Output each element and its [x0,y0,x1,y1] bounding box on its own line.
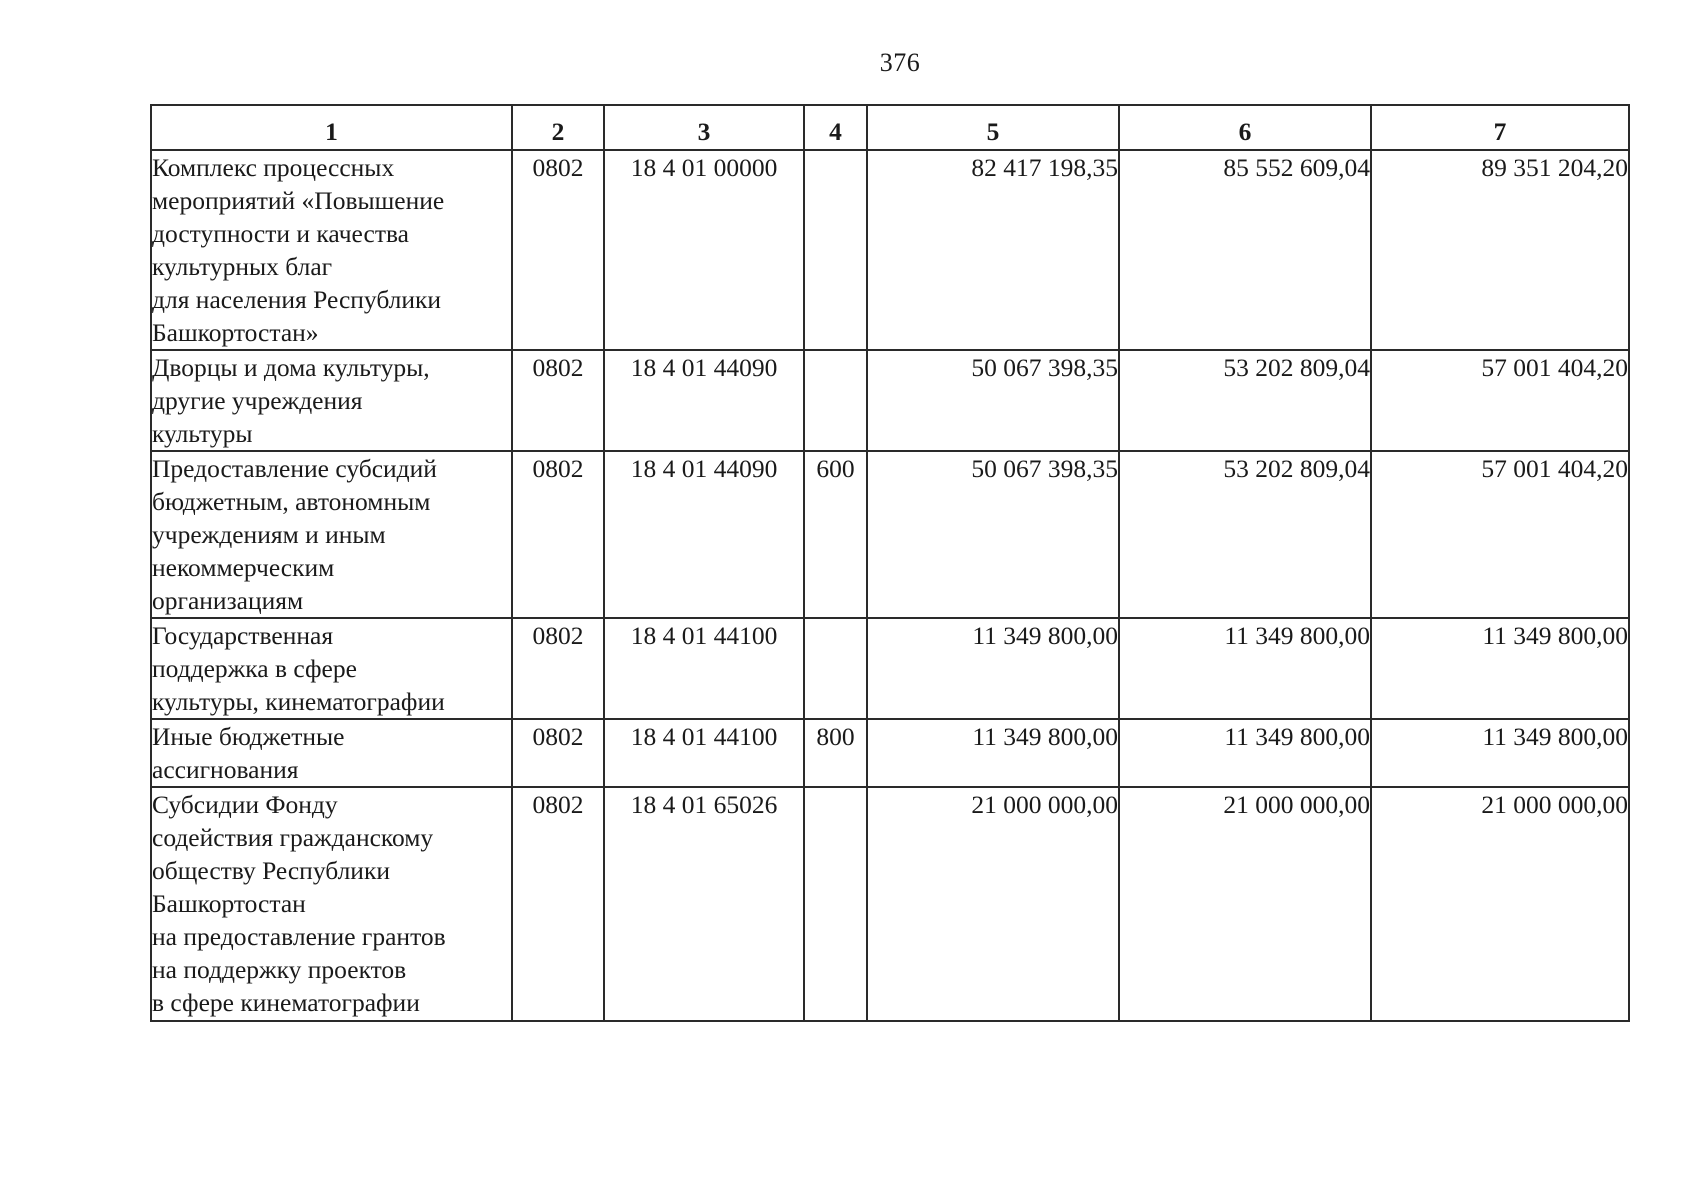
column-header-5: 5 [867,105,1119,150]
amount-3-cell: 11 349 800,00 [1371,618,1629,719]
amount-3-cell: 89 351 204,20 [1371,150,1629,350]
table-row [151,787,1629,1021]
section-code-cell: 0802 [512,787,604,1021]
row-name-line: Предоставление субсидий [152,454,437,483]
amount-1-cell: 50 067 398,35 [867,350,1119,451]
amount-2-cell: 11 349 800,00 [1119,618,1371,719]
row-name-line: культуры, кинематографии [152,687,445,716]
column-header-4: 4 [804,105,867,150]
row-name-line: некоммерческим [152,553,335,582]
row-name-line: Дворцы и дома культуры, [152,353,430,382]
amount-2-cell: 85 552 609,04 [1119,150,1371,350]
column-header-6: 6 [1119,105,1371,150]
row-name-cell [151,451,512,618]
expense-type-cell: 600 [804,451,867,618]
row-name-cell [151,787,512,1021]
row-name-line: организациям [152,586,304,615]
table-header-row [151,105,1629,150]
amount-3-cell: 57 001 404,20 [1371,350,1629,451]
row-name-line: Иные бюджетные [152,722,345,751]
amount-1-cell: 21 000 000,00 [867,787,1119,1021]
row-name-line: ассигнования [152,755,299,784]
section-code-cell: 0802 [512,451,604,618]
amount-3-cell: 57 001 404,20 [1371,451,1629,618]
page-number: 376 [879,48,921,77]
row-name-line: Башкортостан [152,889,306,918]
row-name-line: содействия гражданскому [152,823,434,852]
row-name-line: на предоставление грантов [152,922,446,951]
amount-3-cell: 21 000 000,00 [1371,787,1629,1021]
target-code-cell: 18 4 01 00000 [604,150,804,350]
amount-1-cell: 50 067 398,35 [867,451,1119,618]
target-code-cell: 18 4 01 44090 [604,350,804,451]
row-name-line: мероприятий «Повышение [152,186,445,215]
row-name-line: для населения Республики [152,285,442,314]
row-name-line: в сфере кинематографии [152,988,420,1017]
target-code-cell: 18 4 01 44090 [604,451,804,618]
row-name-line: бюджетным, автономным [152,487,431,516]
section-code-cell: 0802 [512,618,604,719]
row-name-line: Государственная [152,621,334,650]
row-name-line: другие учреждения [152,386,363,415]
table-row [151,618,1629,719]
expense-type-cell [804,150,867,350]
amount-1-cell: 82 417 198,35 [867,150,1119,350]
column-header-1: 1 [151,105,512,150]
row-name-line: Субсидии Фонду [152,790,338,819]
budget-table [150,104,1630,1022]
column-header-3: 3 [604,105,804,150]
row-name-line: культурных благ [152,252,333,281]
row-name-line: Башкортостан» [152,318,319,347]
target-code-cell: 18 4 01 44100 [604,618,804,719]
row-name-line: на поддержку проектов [152,955,407,984]
section-code-cell: 0802 [512,719,604,787]
section-code-cell: 0802 [512,350,604,451]
row-name-line: поддержка в сфере [152,654,357,683]
table-row [151,719,1629,787]
section-code-cell: 0802 [512,150,604,350]
row-name-line: Комплекс процессных [152,153,395,182]
target-code-cell: 18 4 01 44100 [604,719,804,787]
table-row [151,451,1629,618]
table-row [151,350,1629,451]
row-name-line: обществу Республики [152,856,390,885]
amount-2-cell: 53 202 809,04 [1119,350,1371,451]
column-header-2: 2 [512,105,604,150]
expense-type-cell [804,618,867,719]
row-name-cell [151,150,512,350]
amount-3-cell: 11 349 800,00 [1371,719,1629,787]
row-name-cell [151,618,512,719]
expense-type-cell [804,350,867,451]
row-name-line: учреждениям и иным [152,520,386,549]
amount-1-cell: 11 349 800,00 [867,618,1119,719]
amount-2-cell: 11 349 800,00 [1119,719,1371,787]
amount-2-cell: 21 000 000,00 [1119,787,1371,1021]
amount-2-cell: 53 202 809,04 [1119,451,1371,618]
column-header-7: 7 [1371,105,1629,150]
expense-type-cell [804,787,867,1021]
row-name-cell [151,719,512,787]
row-name-line: доступности и качества [152,219,409,248]
expense-type-cell: 800 [804,719,867,787]
row-name-cell [151,350,512,451]
amount-1-cell: 11 349 800,00 [867,719,1119,787]
row-name-line: культуры [152,419,253,448]
target-code-cell: 18 4 01 65026 [604,787,804,1021]
table-row [151,150,1629,350]
